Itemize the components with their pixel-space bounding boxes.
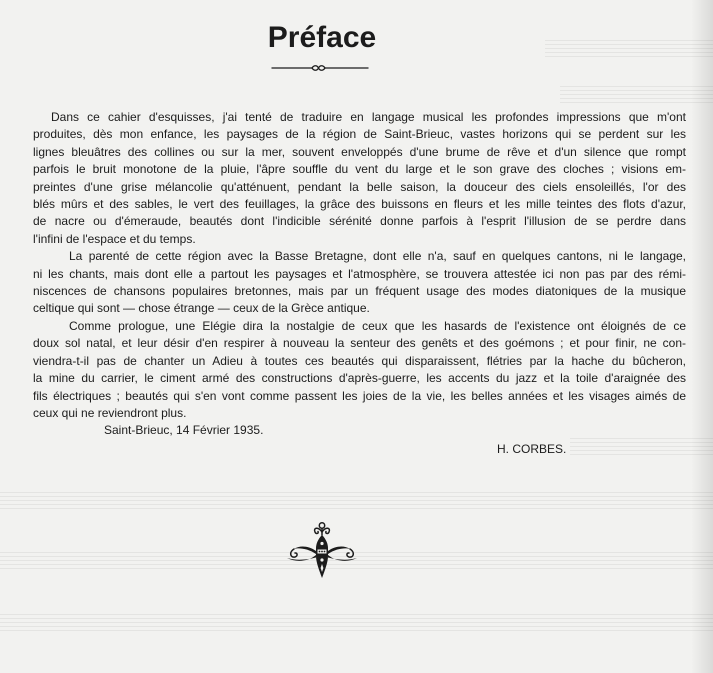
paragraph-1-line-5: preintes d'une grise mélancolie qu'atténuent, pendant la belle saison, la douceur des ciels ensoleillés, l'or des [33, 179, 686, 194]
paragraph-2-line-3: niscences de chansons populaires bretonnes, mais par un fréquent usage des modes diatoniques de la musique [33, 284, 686, 299]
paragraph-3-line-3: viendra-t-il pas de chanter un Adieu à toutes ces beautés qui disparaissent, flétries par la hache du bûcheron, [33, 353, 686, 368]
paragraph-1-line-7: de nacre ou d'émeraude, beautés dont l'indicible sérénité donne parfois à l'esprit l'illusion de se perdre dans [33, 214, 686, 229]
paragraph-3-line-4: la mine du carrier, le ciment armé des constructions d'après-guerre, les accents du jazz et la toile d'araignée des [33, 371, 686, 386]
show-through-staff [0, 492, 713, 509]
paragraph-1-line-1: Dans ce cahier d'esquisses, j'ai tenté de traduire en langage musical les profondes impressions que m'ont [51, 110, 686, 124]
show-through-staff [545, 40, 713, 57]
page-title: Préface [267, 21, 377, 54]
paragraph-3-line-5: fils électriques ; beautés qui s'en vont comme passent les joies de la vie, les belles années et les visages aimés de [33, 388, 686, 403]
preface-text [33, 109, 686, 458]
paragraph-2-line-1: La parenté de cette région avec la Basse Bretagne, dont elle n'a, sauf en quelques cantons, ni le langage, [69, 249, 686, 264]
flourish-divider-icon [271, 62, 369, 74]
fleuron-icon [282, 520, 362, 580]
paragraph-1-line-6: blés mûrs et des sables, le vert des feuillages, la grâce des buissons en fleurs et les mille teintes des flots d'azur, [33, 197, 686, 212]
paragraph-2-line-4: celtique qui sont — chose étrange — ceux de la Grèce antique. [33, 301, 370, 316]
paragraph-2-line-2: ni les chants, mais dont elle a partout les paysages et l'atmosphère, se trouvera attestée ici non pas par des rémi- [33, 266, 686, 281]
show-through-staff [0, 614, 713, 631]
show-through-staff [560, 86, 713, 103]
paragraph-1-line-3: lignes bleuâtres des collines ou sur la mer, souvent enveloppés d'une brume de rêve et d'un silence que rompt [33, 144, 686, 159]
paragraph-1-line-4: parfois le bruit monotone de la pluie, l'âpre souffle du vent du large et le son grave des cloches ; visions em- [33, 162, 686, 177]
paragraph-3 [33, 318, 686, 422]
place-and-date: Saint-Brieuc, 14 Février 1935. [104, 423, 264, 438]
paragraph-1-line-2: produites, dès mon enfance, les paysages de la région de Saint-Brieuc, vastes horizons qui se perdent sur les [33, 127, 686, 142]
paragraph-2 [33, 248, 686, 318]
author-signature: H. CORBES. [497, 441, 567, 456]
paragraph-1-line-8: l'infini de l'espace et du temps. [33, 231, 196, 246]
paragraph-3-line-2: doux sol natal, et leur désir d'en respirer à nouveau la senteur des genêts et des goémons ; et pour finir, ne con- [33, 336, 686, 351]
paragraph-3-line-6: ceux qui ne reviendront plus. [33, 405, 187, 420]
paragraph-3-line-1: Comme prologue, une Elégie dira la nostalgie de ceux que les hasards de l'existence ont éloignés de ce [69, 318, 686, 333]
paragraph-1 [33, 109, 686, 248]
